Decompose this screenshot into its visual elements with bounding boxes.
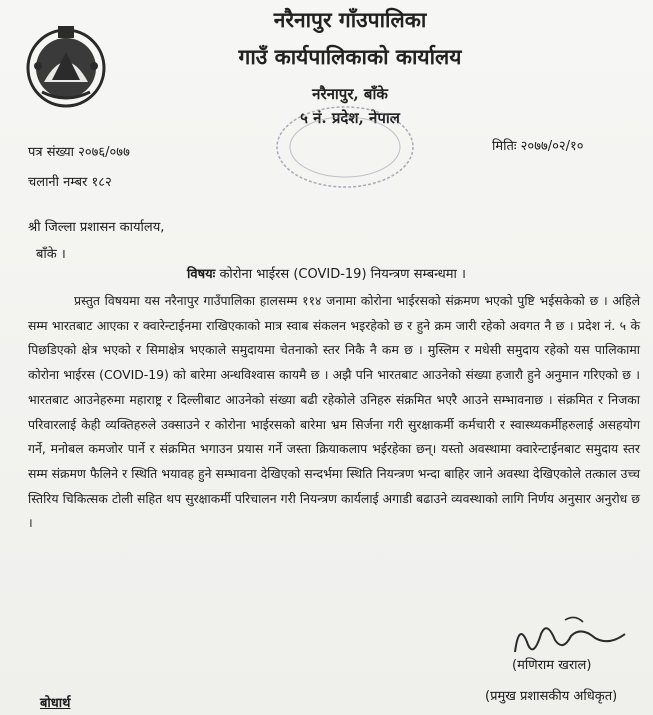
dispatch-number: चलानी नम्बर १८२ (28, 175, 112, 190)
subject-label: विषयः (187, 267, 216, 282)
header-line-1: नरैनापुर गाँउपालिका (273, 7, 427, 32)
header-line-4: ५ नं. प्रदेश, नेपाल (300, 109, 400, 127)
header-line-3: नरैनापुर, बाँके (312, 85, 388, 103)
addressee-line-2: बाँके । (36, 247, 66, 262)
reference-number: पत्र संख्या २०७६/०७७ (28, 145, 130, 160)
subject-line (0, 264, 653, 282)
letter-date: मितिः २०७७/०२/१० (492, 139, 584, 154)
addressee-line-1: श्री जिल्ला प्रशासन कार्यालय, (28, 220, 165, 235)
office-stamp-icon (270, 100, 420, 195)
subject-text: कोरोना भाईरस (COVID-19) नियन्त्रण सम्बन्धमा । (219, 267, 466, 282)
cc-label: बोधार्थ (40, 696, 71, 711)
signer-name: (मणिराम खराल) (512, 658, 592, 673)
letter-body: प्रस्तुत विषयमा यस नरैनापुर गाउँपालिका हालसम्म ११४ जनामा कोरोना भाईरसको संक्रमण भएको पुष्टि भईसकेको छ । अहिले सम्म भारतबाट आएका र क्वारेन्टाईनमा राखिएकाको मात्र स्वाब संकलन भइरहेको छ र हुने क्रम जारी रहेको अवगत नै छ । प्रदेश नं. ५ के पिछडिएको क्षेत्र भएको र सिमाक्षेत्र भएकाले समुदायमा चेतनाको स्तर निकै नै कम छ । मुस्लिम र मधेसी समुदाय रहेको यस पालिकामा कोरोना भाईरस (COVID-19) को बारेमा अन्धविश्वास कायमै छ । अझै पनि भारतबाट आउनेको संख्या हजारौ हुने अनुमान गरिएको छ । भारतबाट आउनेहरुमा महाराष्ट्र र दिल्लीबाट आउनेको संख्या बढी रहेकोले उनिहरु संक्रमित भएरै आउने सम्भावनाछ । संक्रमित र निजका परिवारलाई केही व्यक्तिहरुले उक्साउने र कोरोना भाईरसको बारेमा भ्रम सिर्जना गरी सुरक्षाकर्मी कर्मचारी र स्वास्थ्यकर्मीहरुलाई असहयोग गर्ने, मनोबल कमजोर पार्ने र संक्रमित भगाउन प्रयास गर्ने जस्ता क्रियाकलाप भईरहेका छन्। यस्तो अवस्थामा क्वारेन्टाईनबाट समुदाय स्तर सम्म संक्रमण फैलिने र स्थिति भयावह हुने सम्भावना देखिएको सन्दर्भमा स्थिति नियन्त्रण भन्दा बाहिर जाने अवस्था देखिएकोले तत्काल उच्च स्तिरिय चिकित्सक टोली सहित थप सुरक्षाकर्मी परिचालन गरी नियन्त्रण कार्यलाई अगाडी बढाउने व्यवस्थाको लागि निर्णय अनुसार अनुरोध छ । (28, 293, 640, 531)
signer-title: (प्रमुख प्रशासकीय अधिकृत) (485, 689, 618, 704)
header-line-2: गाउँ कार्यपालिकाको कार्यालय (238, 44, 462, 69)
government-emblem-icon (22, 22, 110, 110)
